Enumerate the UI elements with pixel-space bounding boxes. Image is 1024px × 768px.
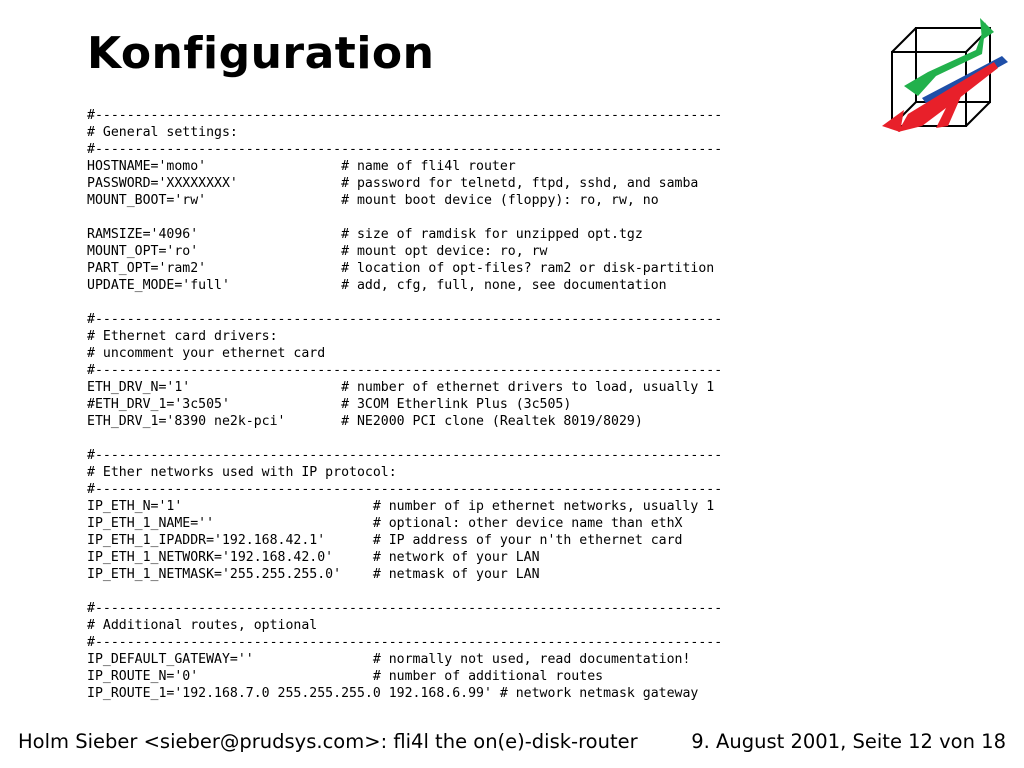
code-line: # General settings:: [87, 125, 238, 140]
code-line: IP_ETH_1_NETMASK='255.255.255.0' # netmask of your LAN: [87, 567, 540, 582]
code-line: #ETH_DRV_1='3c505' # 3COM Etherlink Plus (3c505): [87, 397, 572, 412]
code-line: IP_ETH_N='1' # number of ip ethernet networks, usually 1: [87, 499, 715, 514]
code-line: MOUNT_BOOT='rw' # mount boot device (floppy): ro, rw, no: [87, 193, 659, 208]
code-line: # Additional routes, optional: [87, 618, 318, 633]
code-line: # Ether networks used with IP protocol:: [87, 465, 397, 480]
code-line: HOSTNAME='momo' # name of fli4l router: [87, 159, 516, 174]
code-line: PART_OPT='ram2' # location of opt-files? ram2 or disk-partition: [87, 261, 715, 276]
code-line: # Ethernet card drivers:: [87, 329, 278, 344]
code-line: [87, 430, 987, 447]
code-line: #-------------------------------------------------------------------------------: [87, 448, 723, 463]
code-line: MOUNT_OPT='ro' # mount opt device: ro, rw: [87, 244, 548, 259]
code-line: IP_ETH_1_NAME='' # optional: other device name than ethX: [87, 516, 683, 531]
footer-author: Holm Sieber <sieber@prudsys.com>: fli4l the on(e)-disk-router: [18, 730, 638, 753]
code-line: #-------------------------------------------------------------------------------: [87, 312, 723, 327]
code-line: PASSWORD='XXXXXXXX' # password for telnetd, ftpd, sshd, and samba: [87, 176, 699, 191]
code-line: #-------------------------------------------------------------------------------: [87, 363, 723, 378]
code-line: UPDATE_MODE='full' # add, cfg, full, none, see documentation: [87, 278, 667, 293]
code-line: IP_ETH_1_IPADDR='192.168.42.1' # IP address of your n'th ethernet card: [87, 533, 683, 548]
code-line: IP_DEFAULT_GATEWAY='' # normally not used, read documentation!: [87, 652, 691, 667]
code-line: ETH_DRV_N='1' # number of ethernet drivers to load, usually 1: [87, 380, 715, 395]
code-line: #-------------------------------------------------------------------------------: [87, 482, 723, 497]
page-title: Konfiguration: [87, 28, 435, 79]
code-line: #-------------------------------------------------------------------------------: [87, 142, 723, 157]
code-line: [87, 294, 987, 311]
code-line: #-------------------------------------------------------------------------------: [87, 635, 723, 650]
code-line: IP_ROUTE_N='0' # number of additional routes: [87, 669, 604, 684]
code-line: #-------------------------------------------------------------------------------: [87, 108, 723, 123]
code-line: [87, 209, 987, 226]
config-code-block: [87, 107, 987, 702]
code-line: # uncomment your ethernet card: [87, 346, 326, 361]
code-line: IP_ROUTE_1='192.168.7.0 255.255.255.0 192.168.6.99' # network netmask gateway: [87, 686, 699, 701]
code-line: #-------------------------------------------------------------------------------: [87, 601, 723, 616]
footer-date-page: 9. August 2001, Seite 12 von 18: [691, 730, 1006, 753]
code-line: IP_ETH_1_NETWORK='192.168.42.0' # network of your LAN: [87, 550, 540, 565]
code-line: ETH_DRV_1='8390 ne2k-pci' # NE2000 PCI clone (Realtek 8019/8029): [87, 414, 643, 429]
code-line: RAMSIZE='4096' # size of ramdisk for unzipped opt.tgz: [87, 227, 643, 242]
code-line: [87, 583, 987, 600]
